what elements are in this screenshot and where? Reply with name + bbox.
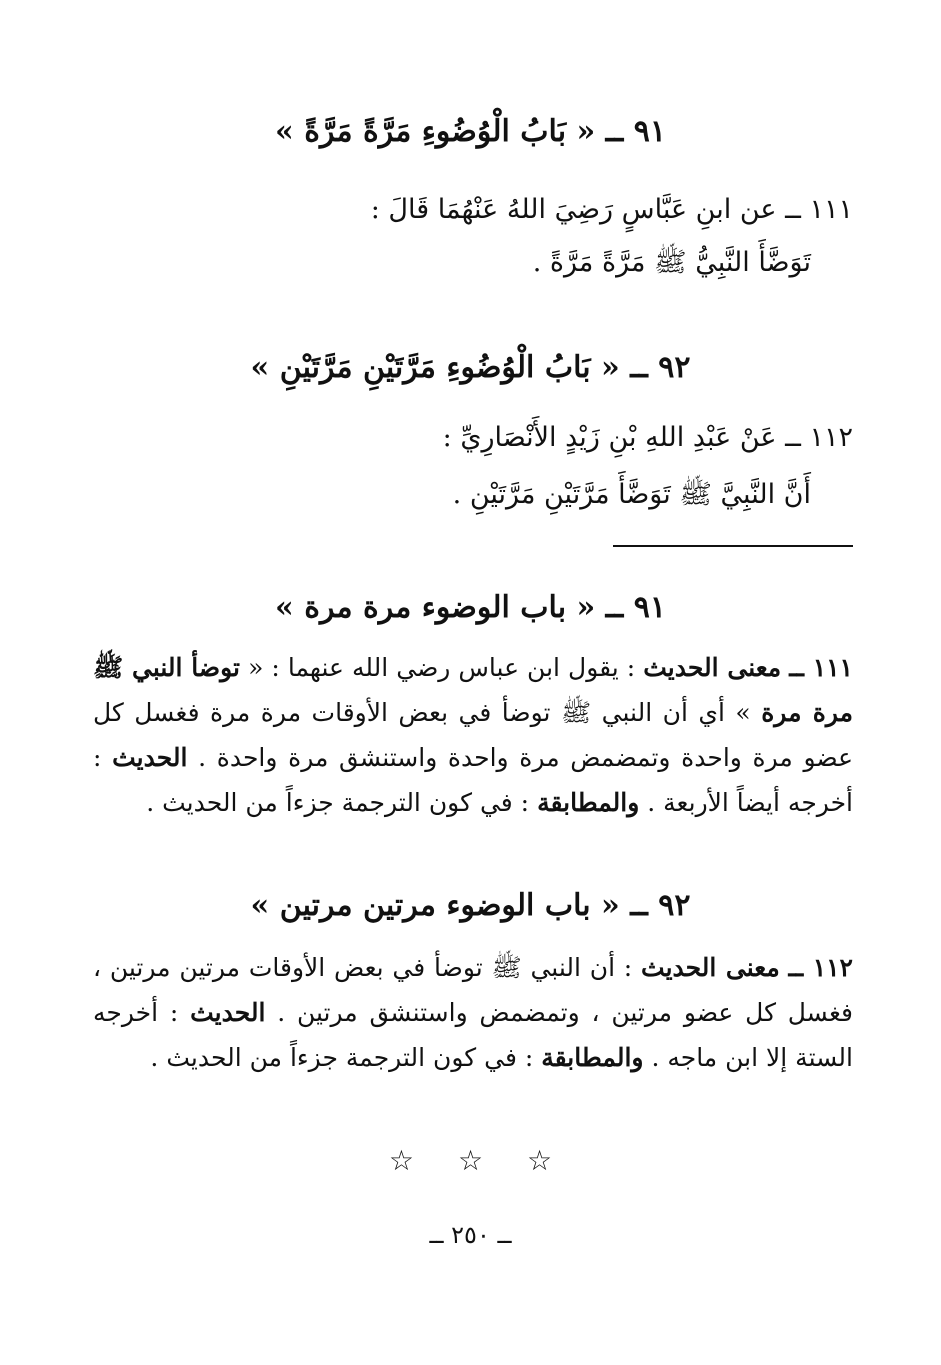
correspondence-label: والمطابقة [541, 1043, 644, 1072]
paragraph-text: : يقول ابن عباس رضي الله عنهما : « [248, 653, 636, 682]
paragraph-text: : في كون الترجمة جزءاً من الحديث . [146, 788, 530, 817]
star-icon: ☆ [527, 1144, 553, 1177]
commentary-paragraph-111 [93, 645, 853, 825]
commentary-paragraph-112 [93, 945, 853, 1080]
paragraph-text: : أخرجه الستة إلا ابن ماجه . [93, 998, 853, 1072]
paragraph-text: : في كون الترجمة جزءاً من الحديث . [150, 1043, 534, 1072]
paragraph-text: : أن النبي ﷺ توضأ في بعض الأوقات مرتين مرتين ، فغسل كل عضو مرتين ، وتمضمض واستنشق مرتين . [93, 953, 853, 1027]
paragraph-text: » أي أن النبي ﷺ توضأ في بعض الأوقات مرة مرة فغسل كل عضو مرة واحدة وتمضمض مرة واحدة واستنشق مرة واحدة . [93, 698, 853, 772]
commentary-heading-92: ٩٢ ــ « باب الوضوء مرتين مرتين » [250, 888, 691, 923]
paragraph-number: ١١١ ــ [789, 653, 853, 682]
hadith-112-line-1: ١١٢ ــ عَنْ عَبْدِ اللهِ بْنِ زَيْدٍ الأَنْصَارِيِّ : [442, 422, 853, 453]
hadith-111-line-1: ١١١ ــ عن ابنِ عَبَّاسٍ رَضِيَ اللهُ عَنْهُمَا قَالَ : [370, 194, 853, 225]
hadith-label: الحديث [112, 743, 188, 772]
hadith-label: الحديث [190, 998, 266, 1027]
quoted-hadith: توضأ النبي ﷺ مرة مرة [93, 653, 854, 727]
paragraph-text: : أخرجه أيضاً الأربعة . [93, 743, 853, 817]
paragraph-number: ١١٢ ــ [788, 953, 853, 982]
chapter-heading-92: ٩٢ ــ « بَابُ الْوُضُوءِ مَرَّتَيْنِ مَرَّتَيْنِ » [250, 350, 691, 385]
correspondence-label: والمطابقة [537, 788, 640, 817]
chapter-heading-91: ٩١ ــ « بَابُ الْوُضُوءِ مَرَّةً مَرَّةً » [275, 114, 666, 149]
commentary-heading-91: ٩١ ــ « باب الوضوء مرة مرة » [275, 590, 666, 625]
page-number: ــ ٢٥٠ ــ [429, 1221, 512, 1249]
star-icon: ☆ [388, 1144, 414, 1177]
hadith-111-line-2: تَوَضَّأَ النَّبِيُّ ﷺ مَرَّةً مَرَّةً . [532, 247, 811, 278]
meaning-label: معنى الحديث [643, 653, 782, 682]
meaning-label: معنى الحديث [641, 953, 780, 982]
star-icon: ☆ [457, 1144, 484, 1177]
hadith-112-line-2: أَنَّ النَّبِيَّ ﷺ تَوَضَّأَ مَرَّتَيْنِ مَرَّتَيْنِ . [452, 479, 811, 510]
star-ornament [0, 1143, 941, 1179]
section-divider [613, 545, 853, 547]
